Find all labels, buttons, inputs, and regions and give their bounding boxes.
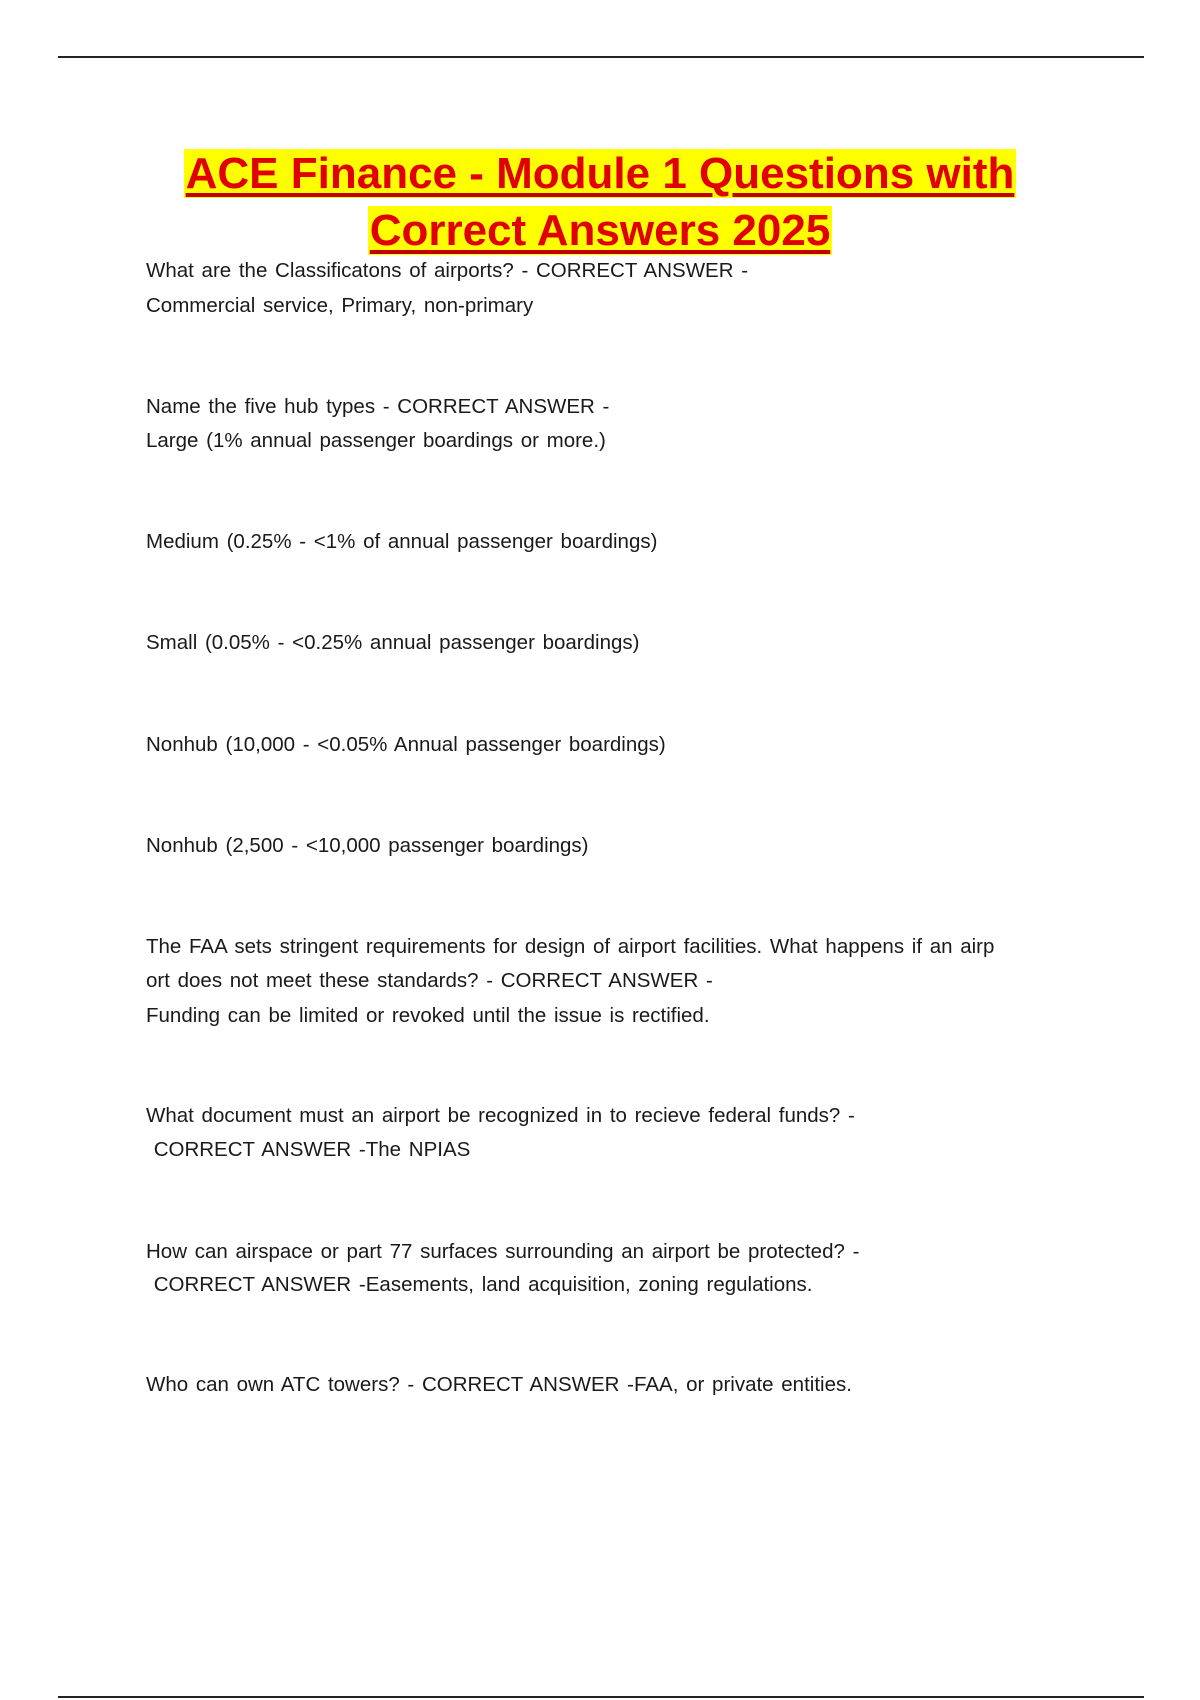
answer-text: Nonhub (10,000 - <0.05% Annual passenger boardings) xyxy=(146,733,666,756)
answer-text: Funding can be limited or revoked until the issue is rectified. xyxy=(146,1004,710,1027)
answer-text: Small (0.05% - <0.25% annual passenger boardings) xyxy=(146,631,640,654)
top-rule xyxy=(58,56,1144,58)
bottom-rule xyxy=(58,1696,1144,1698)
question-answer-text: Who can own ATC towers? - CORRECT ANSWER -FAA, or private entities. xyxy=(146,1373,852,1396)
question-text: What document must an airport be recognized in to recieve federal funds? - xyxy=(146,1104,855,1127)
document-title xyxy=(0,146,1200,202)
answer-text: Large (1% annual passenger boardings or more.) xyxy=(146,429,606,452)
question-text: Name the five hub types - CORRECT ANSWER - xyxy=(146,395,610,418)
answer-text: CORRECT ANSWER -The NPIAS xyxy=(146,1138,471,1161)
answer-text: Commercial service, Primary, non-primary xyxy=(146,294,534,317)
title-line-2: Correct Answers 2025 xyxy=(369,206,831,255)
answer-text: Nonhub (2,500 - <10,000 passenger boardings) xyxy=(146,834,589,857)
answer-text: Medium (0.25% - <1% of annual passenger boardings) xyxy=(146,530,658,553)
question-text: What are the Classificatons of airports? - CORRECT ANSWER - xyxy=(146,259,749,282)
question-text: ort does not meet these standards? - CORRECT ANSWER - xyxy=(146,969,713,992)
answer-text: CORRECT ANSWER -Easements, land acquisition, zoning regulations. xyxy=(146,1273,813,1296)
question-text: How can airspace or part 77 surfaces surrounding an airport be protected? - xyxy=(146,1240,860,1263)
title-line-1: ACE Finance - Module 1 Questions with xyxy=(185,149,1015,198)
question-text: The FAA sets stringent requirements for design of airport facilities. What happens if an airp xyxy=(146,935,995,958)
document-title-2 xyxy=(0,203,1200,259)
